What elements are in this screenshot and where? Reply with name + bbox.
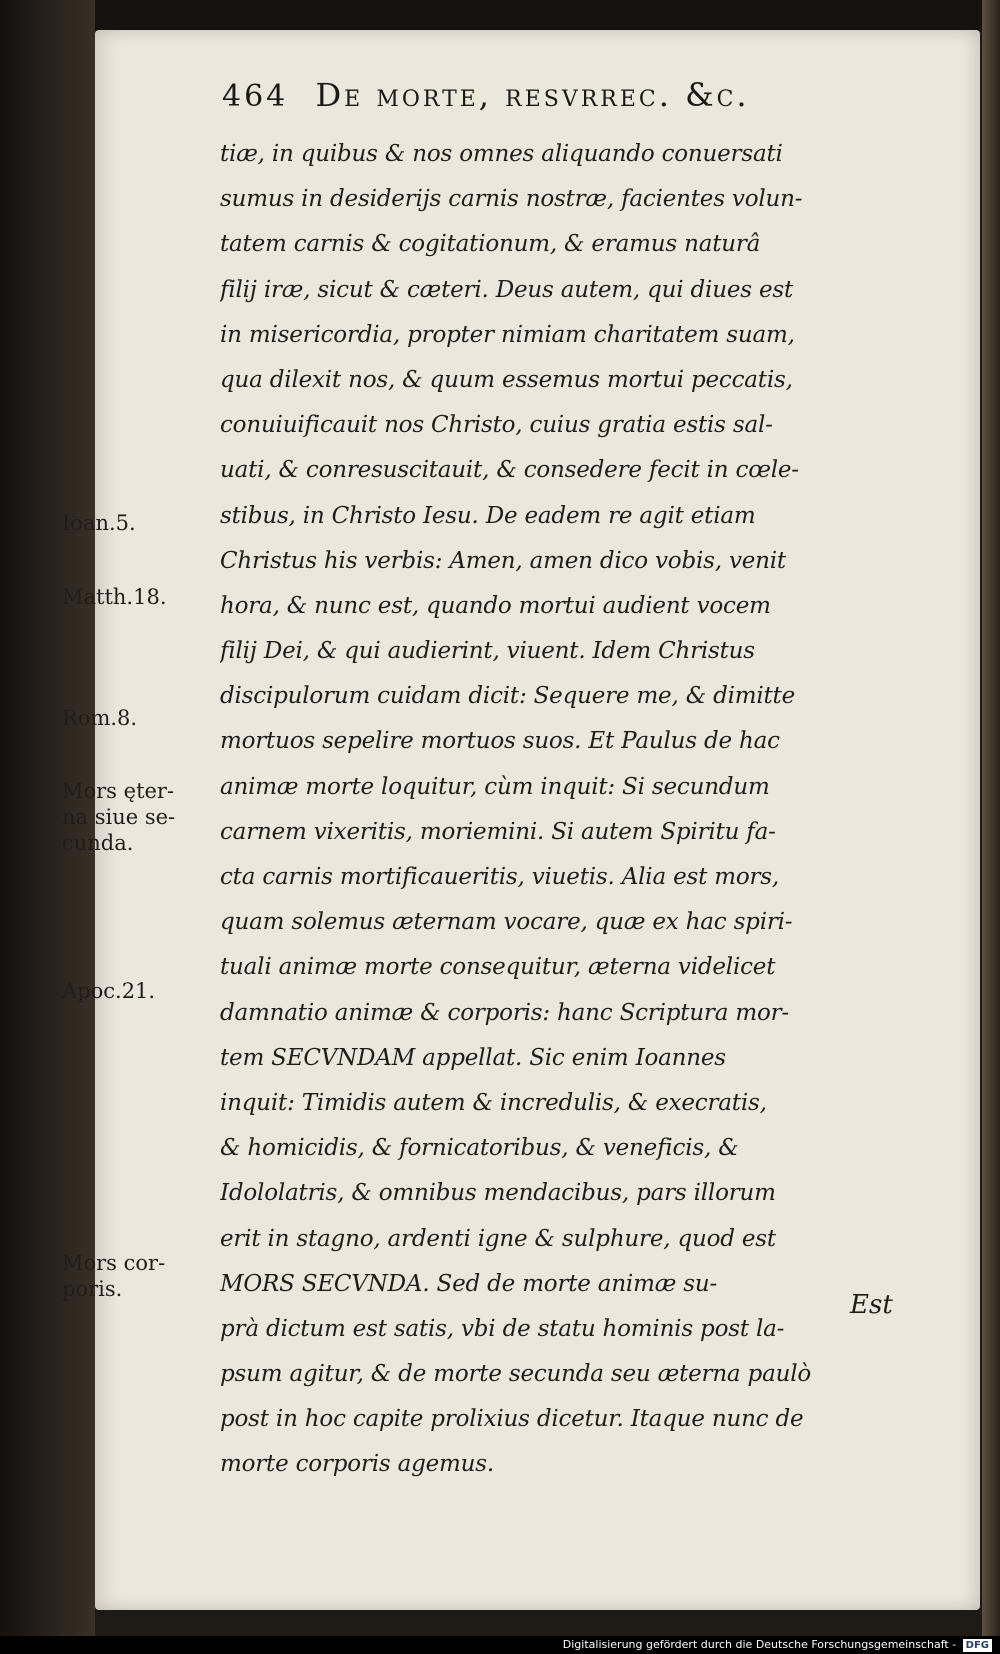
text-line: prà dictum est satis, vbi de statu hominis post la- xyxy=(220,1315,785,1342)
page-number: 464 xyxy=(222,79,289,114)
footer-credit-text: Digitalisierung gefördert durch die Deutsche Forschungsgemeinschaft - xyxy=(562,1638,957,1651)
text-line: animæ morte loquitur, cùm inquit: Si secundum xyxy=(220,773,770,800)
text-line: carnem vixeritis, moriemini. Si autem Spiritu fa- xyxy=(220,818,776,845)
text-line: tatem carnis & cogitationum, & eramus naturâ xyxy=(220,231,761,258)
text-line: hora, & nunc est, quando mortui audient vocem xyxy=(220,592,771,619)
text-line: psum agitur, & de morte secunda seu æterna paulò xyxy=(220,1361,812,1388)
margin-note-mors-corporis: Mors cor-poris. xyxy=(62,1251,166,1301)
footer-bar xyxy=(0,1636,1000,1654)
text-line: conuiuificauit nos Christo, cuius gratia estis sal- xyxy=(220,412,773,439)
margin-note-ioan: Ioan.5. xyxy=(62,511,136,535)
text-line: tiæ, in quibus & nos omnes aliquando conuersati xyxy=(220,141,783,167)
text-line: erit in stagno, ardenti igne & sulphure, quod est xyxy=(220,1225,776,1252)
text-line: & homicidis, & fornicatoribus, & veneficis, & xyxy=(220,1135,739,1162)
text-line: Christus his verbis: Amen, amen dico vobis, venit xyxy=(220,547,786,574)
running-title: De morte, resvrrec. &c. xyxy=(315,76,750,114)
text-line: uati, & conresuscitauit, & consedere fecit in cœle- xyxy=(220,457,799,484)
text-line: mortuos sepelire mortuos suos. Et Paulus de hac xyxy=(220,728,780,755)
text-line: stibus, in Christo Iesu. De eadem re agit etiam xyxy=(220,502,756,529)
running-head xyxy=(222,76,872,126)
text-line: tuali animæ morte consequitur, æterna videlicet xyxy=(220,954,776,981)
text-line: filij Dei, & qui audierint, viuent. Idem Christus xyxy=(220,638,755,665)
text-line: tem SECVNDAM appellat. Sic enim Ioannes xyxy=(220,1044,726,1071)
text-line: qua dilexit nos, & quum essemus mortui peccatis, xyxy=(220,366,793,393)
text-line: damnatio animæ & corporis: hanc Scriptura mor- xyxy=(220,999,789,1026)
footer-credit xyxy=(563,1636,992,1654)
margin-note-rom: Rom.8. xyxy=(62,706,138,730)
scan-background-right xyxy=(982,0,1000,1654)
text-line: in misericordia, propter nimiam charitatem suam, xyxy=(220,321,795,348)
text-line: inquit: Timidis autem & incredulis, & execratis, xyxy=(220,1089,767,1116)
text-line: Idololatris, & omnibus mendacibus, pars illorum xyxy=(220,1180,776,1207)
text-line: filij iræ, sicut & cæteri. Deus autem, qui diues est xyxy=(220,276,794,303)
text-line: morte corporis agemus. xyxy=(220,1451,494,1478)
text-line: quam solemus æternam vocare, quæ ex hac spiri- xyxy=(220,909,793,936)
text-line: sumus in desiderijs carnis nostræ, facientes volun- xyxy=(220,186,803,213)
text-line: cta carnis mortificaueritis, viuetis. Alia est mors, xyxy=(220,864,780,890)
text-line: discipulorum cuidam dicit: Sequere me, & dimitte xyxy=(220,683,796,710)
scan-background-top xyxy=(0,0,1000,30)
dfg-logo-badge: DFG xyxy=(963,1639,992,1652)
margin-note-mors-aeterna: Mors ęter-na siue se-cunda. xyxy=(62,779,176,855)
text-line: MORS SECVNDA. Sed de morte animæ su- xyxy=(220,1270,718,1297)
margin-note-matth: Matth.18. xyxy=(62,585,167,609)
catchword: Est xyxy=(850,1290,893,1320)
margin-note-apoc: Apoc.21. xyxy=(62,979,156,1003)
text-line: post in hoc capite prolixius dicetur. Itaque nunc de xyxy=(220,1406,804,1433)
body-text xyxy=(220,132,884,1488)
